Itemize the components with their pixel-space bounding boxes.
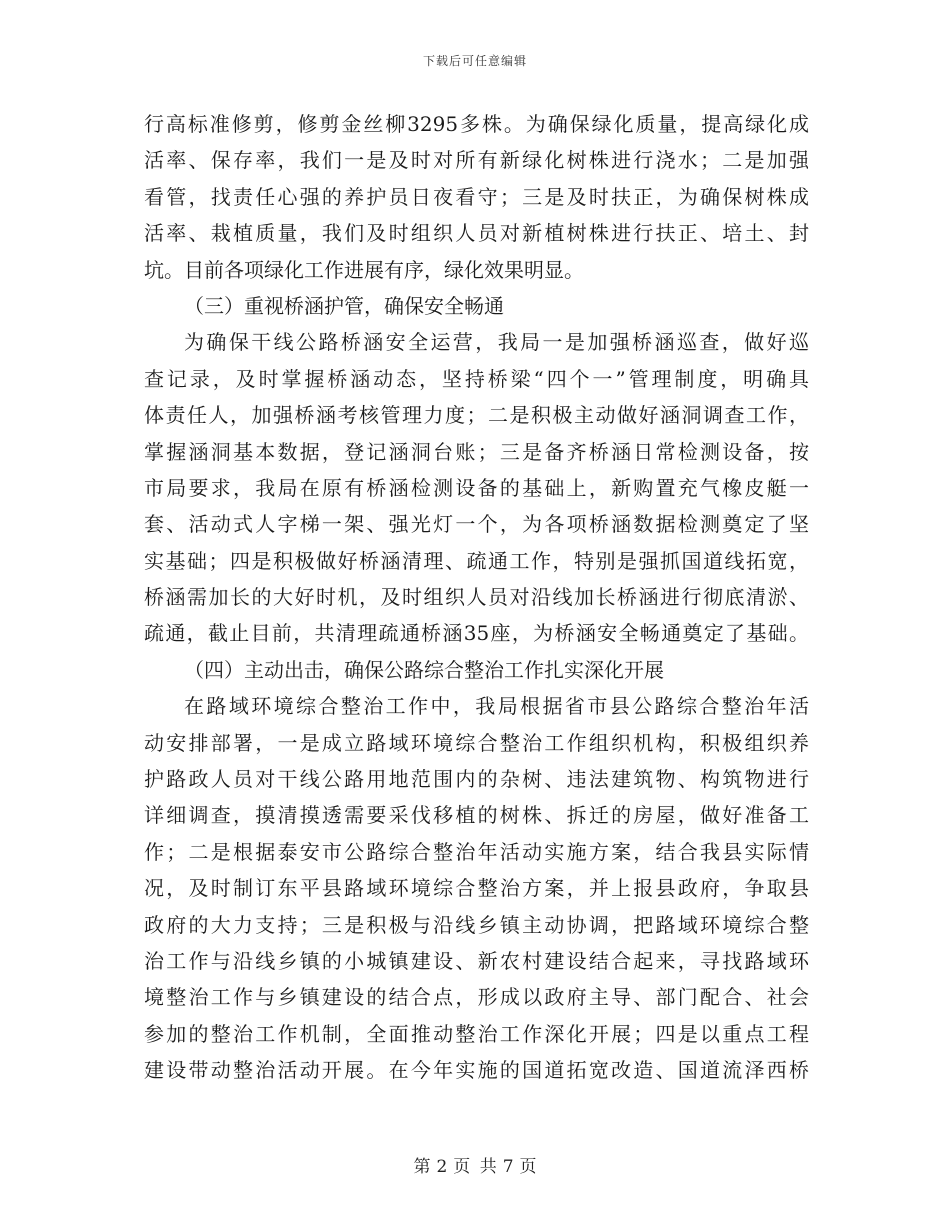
text-line: 活率、栽植质量，我们及时组织人员对新植树株进行扶正、培土、封	[144, 221, 809, 246]
text-line: 详细调查，摸清摸透需要采伐移植的树株、拆迁的房屋，做好准备工	[144, 803, 809, 828]
text-line: 治工作与沿线乡镇的小城镇建设、新农村建设结合起来，寻找路域环	[144, 948, 809, 973]
text-line: 在路域环境综合整治工作中，我局根据省市县公路综合整治年活	[184, 694, 809, 719]
text-line: 套、活动式人字梯一架、强光灯一个，为各项桥涵数据检测奠定了坚	[144, 512, 809, 537]
text-line: 实基础；四是积极做好桥涵清理、疏通工作，特别是强抓国道线拓宽，	[144, 548, 809, 573]
text-line: 活率、保存率，我们一是及时对所有新绿化树株进行浇水；二是加强	[144, 148, 809, 173]
text-line: 政府的大力支持；三是积极与沿线乡镇主动协调，把路域环境综合整	[144, 912, 809, 937]
text-line: 坑。目前各项绿化工作进展有序，绿化效果明显。	[144, 257, 584, 282]
footer-total-pages: 7	[502, 1157, 514, 1177]
text-line: 作；二是根据泰安市公路综合整治年活动实施方案，结合我县实际情	[144, 839, 809, 864]
text-line: 动安排部署，一是成立路域环境综合整治工作组织机构，积极组织养	[144, 730, 809, 755]
text-line: 掌握涵洞基本数据，登记涵洞台账；三是备齐桥涵日常检测设备，按	[144, 439, 809, 464]
footer-page-number: 2	[436, 1157, 448, 1177]
text-line: （四）主动出击，确保公路综合整治工作扎实深化开展	[184, 657, 664, 682]
text-line: 建设带动整治活动开展。在今年实施的国道拓宽改造、国道流泽西桥	[144, 1058, 809, 1083]
text-line: 参加的整治工作机制，全面推动整治工作深化开展；四是以重点工程	[144, 1021, 809, 1046]
text-line: 疏通，截止目前，共清理疏通桥涵35座，为桥涵安全畅通奠定了基础。	[144, 621, 809, 646]
text-line: 为确保干线公路桥涵安全运营，我局一是加强桥涵巡查，做好巡	[184, 330, 809, 355]
text-line: 桥涵需加长的大好时机，及时组织人员对沿线加长桥涵进行彻底清淤、	[144, 585, 809, 610]
footer-middle: 页 共	[453, 1157, 497, 1177]
text-line: 市局要求，我局在原有桥涵检测设备的基础上，新购置充气橡皮艇一	[144, 475, 809, 500]
text-line: 境整治工作与乡镇建设的结合点，形成以政府主导、部门配合、社会	[144, 985, 809, 1010]
footer-prefix: 第	[413, 1157, 431, 1177]
page-header-note: 下载后可任意编辑	[422, 54, 527, 68]
text-line: 况，及时制订东平县路域环境综合整治方案，并上报县政府，争取县	[144, 876, 809, 901]
document-body	[144, 106, 809, 1089]
text-line: 护路政人员对干线公路用地范围内的杂树、违法建筑物、构筑物进行	[144, 767, 809, 792]
text-line: 查记录，及时掌握桥涵动态，坚持桥梁“四个一”管理制度，明确具	[144, 366, 809, 391]
text-line: 体责任人，加强桥涵考核管理力度；二是积极主动做好涵洞调查工作，	[144, 403, 809, 428]
text-line: （三）重视桥涵护管，确保安全畅通	[184, 293, 504, 318]
footer-suffix: 页	[519, 1157, 537, 1177]
page-footer	[0, 1152, 950, 1177]
text-line: 行高标准修剪，修剪金丝柳3295多株。为确保绿化质量，提高绿化成	[144, 112, 809, 136]
text-line: 看管，找责任心强的养护员日夜看守；三是及时扶正，为确保树株成	[144, 184, 809, 209]
